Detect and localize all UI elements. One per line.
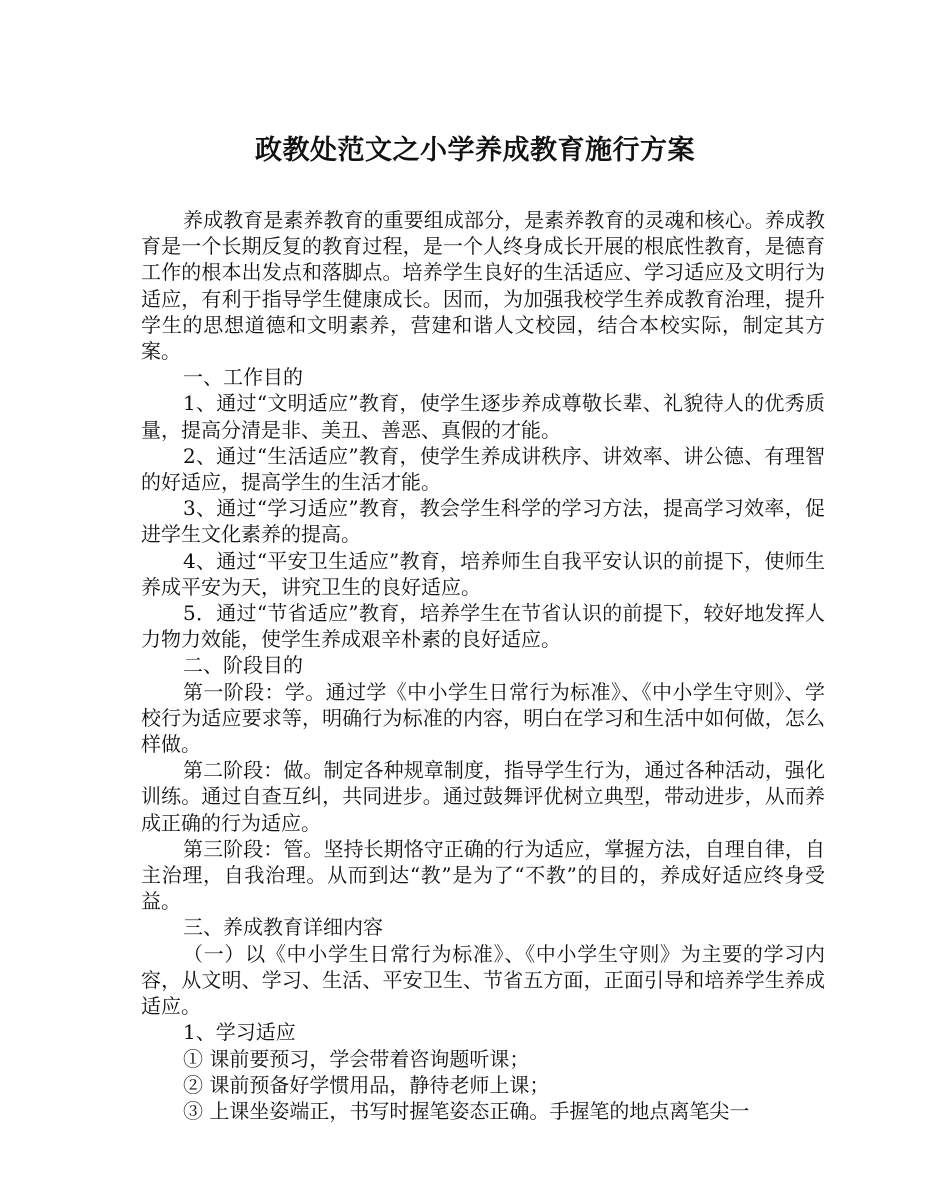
document-body (141, 207, 825, 1124)
paragraph-stage-3: 第三阶段：管。坚持长期恪守正确的行为适应，掌握方法，自理自律，自主治理，自我治理。从而到达“教”是为了“不教”的目的，养成好适应终身受益。 (141, 836, 825, 914)
document-title: 政教处范文之小学养成教育施行方案 (255, 135, 695, 166)
list-item: ② 课前预备好学惯用品，静待老师上课； (183, 1072, 550, 1097)
paragraph-goal-2: 2、通过“生活适应”教育，使学生养成讲秩序、讲效率、讲公德、有理智的好适应，提高学生的生活才能。 (141, 443, 825, 495)
heading-details: 三、养成教育详细内容 (183, 915, 383, 940)
list-item: ① 课前要预习，学会带着咨询题听课； (183, 1046, 530, 1071)
paragraph-intro: 养成教育是素养教育的重要组成部分，是素养教育的灵魂和核心。养成教育是一个长期反复的教育过程，是一个人终身成长开展的根底性教育，是德育工作的根本出发点和落脚点。培养学生良好的生活适应、学习适应及文明行为适应，有利于指导学生健康成长。因而，为加强我校学生养成教育治理，提升学生的思想道德和文明素养，营建和谐人文校园，结合本校实际，制定其方案。 (141, 208, 825, 364)
paragraph-stage-1: 第一阶段：学。通过学《中小学生日常行为标准》、《中小学生守则》、学校行为适应要求等，明确行为标准的内容，明白在学习和生活中如何做，怎么样做。 (141, 679, 825, 757)
paragraph-goal-1: 1、通过“文明适应”教育，使学生逐步养成尊敬长辈、礼貌待人的优秀质量，提高分清是非、美丑、善恶、真假的才能。 (141, 391, 825, 442)
heading-stage-goals: 二、阶段目的 (183, 653, 303, 678)
list-item: ③ 上课坐姿端正，书写时握笔姿态正确。手握笔的地点离笔尖一 (183, 1098, 750, 1123)
paragraph-details-1: （一）以《中小学生日常行为标准》、《中小学生守则》为主要的学习内容，从文明、学习、生活、平安卫生、节省五方面，正面引导和培养学生养成适应。 (141, 941, 825, 1019)
heading-work-goals: 一、工作目的 (183, 365, 303, 390)
paragraph-goal-3: 3、通过“学习适应”教育，教会学生科学的学习方法，提高学习效率，促进学生文化素养的提高。 (141, 496, 825, 547)
paragraph-goal-5: 5．通过“节省适应”教育，培养学生在节省认识的前提下，较好地发挥人力物力效能，使学生养成艰辛朴素的良好适应。 (141, 601, 825, 652)
paragraph-stage-2: 第二阶段：做。制定各种规章制度，指导学生行为，通过各种活动，强化训练。通过自查互纠，共同进步。通过鼓舞评优树立典型，带动进步，从而养成正确的行为适应。 (141, 758, 825, 835)
paragraph-goal-4: 4、通过“平安卫生适应”教育，培养师生自我平安认识的前提下，使师生养成平安为天，讲究卫生的良好适应。 (141, 548, 825, 599)
heading-study-habits: 1、学习适应 (183, 1020, 296, 1045)
